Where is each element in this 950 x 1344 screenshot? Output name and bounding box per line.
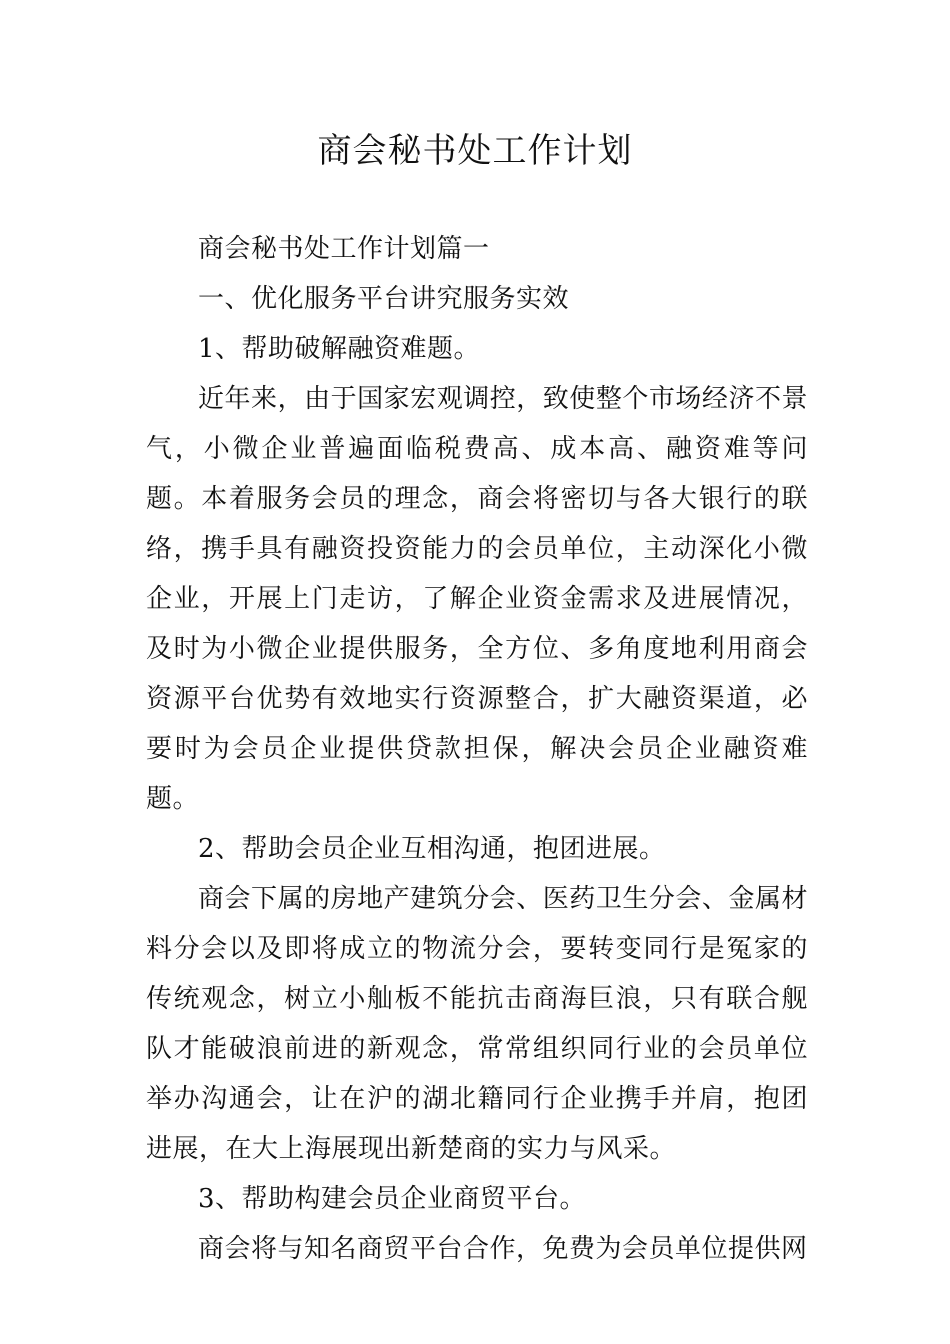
document-title: 商会秘书处工作计划 bbox=[317, 131, 633, 171]
subtitle-paragraph: 商会秘书处工作计划篇一 bbox=[198, 234, 490, 264]
document-body bbox=[146, 224, 808, 1274]
body-paragraph: 商会下属的房地产建筑分会、医药卫生分会、金属材料分会以及即将成立的物流分会，要转变同行是冤家的传统观念，树立小舢板不能抗击商海巨浪，只有联合舰队才能破浪前进的新观念，常常组织同行业的会员单位举办沟通会，让在沪的湖北籍同行企业携手并肩，抱团进展，在大上海展现出新楚商的实力与风采。 bbox=[146, 884, 808, 1164]
item-heading: 1、帮助破解融资难题。 bbox=[198, 334, 481, 364]
body-paragraph: 近年来，由于国家宏观调控，致使整个市场经济不景气，小微企业普遍面临税费高、成本高、融资难等问题。本着服务会员的理念，商会将密切与各大银行的联络，携手具有融资投资能力的会员单位，主动深化小微企业，开展上门走访，了解企业资金需求及进展情况，及时为小微企业提供服务，全方位、多角度地利用商会资源平台优势有效地实行资源整合，扩大融资渠道，必要时为会员企业提供贷款担保，解决会员企业融资难题。 bbox=[146, 384, 808, 814]
item-heading: 2、帮助会员企业互相沟通，抱团进展。 bbox=[198, 834, 666, 864]
item-heading: 3、帮助构建会员企业商贸平台。 bbox=[198, 1184, 587, 1214]
section-heading: 一、优化服务平台讲究服务实效 bbox=[198, 284, 570, 314]
body-paragraph: 商会将与知名商贸平台合作，免费为会员单位提供网 bbox=[198, 1234, 808, 1264]
